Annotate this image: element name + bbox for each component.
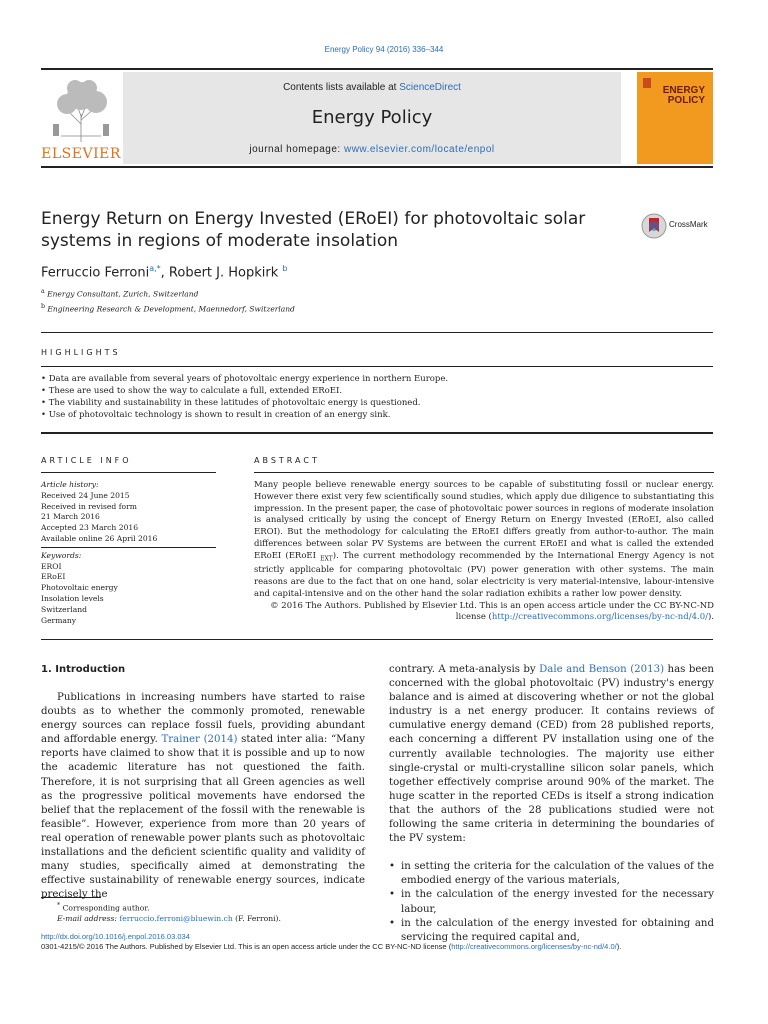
citation-link[interactable]: Dale and Benson (2013) [539, 664, 665, 675]
issn-license-line [41, 942, 721, 951]
keyword[interactable]: Germany [41, 615, 77, 625]
divider [41, 432, 713, 434]
body-text: has been concerned with the global photovoltaic (PV) industry's energy balance and is aimed at discovering whether or not the global industry is a net energy producer. It contains reviews of cumulative energy demand (CED) from 28 published reports, each concerning a different PV installation using one of the currently available technologies. The majority use either single-crystal or multi-crystalline silicon solar panels, which together effectively comprise around 90% of the market. The huge scatter in the reported CEDs is itself a strong indication that the authors of the 28 publications studied were not following the same criteria in determining the boundaries of the PV system: [389, 664, 714, 845]
masthead-info-panel [123, 72, 621, 164]
affiliation-text: Energy Consultant, Zurich, Switzerland [47, 289, 199, 299]
abstract-subscript: EXT [320, 555, 333, 563]
affiliation-a [41, 286, 295, 301]
license-text: © 2016 The Authors. Published by Elsevier Ltd. This is an open access article under the CC BY-NC-ND license ( [270, 600, 714, 623]
corresponding-author-footnote [41, 897, 365, 925]
highlight-item: • Use of photovoltaic technology is shown to result in creation of an energy sink. [41, 410, 391, 420]
crossmark-icon [641, 212, 667, 240]
abstract-body [254, 480, 714, 624]
article-info-heading: ARTICLE INFO [41, 456, 132, 465]
cover-title [663, 86, 705, 106]
keyword[interactable]: EROI [41, 561, 62, 571]
author-affiliation-marker[interactable]: b [282, 264, 288, 273]
affiliation-b [41, 301, 295, 316]
abstract-text-part: Many people believe renewable energy sources to be capable of substituting fossil or nuclear energy. However there exist very few scientifically sound studies, which apply due diligence to substantiating this impression. In the present paper, the case of photovoltaic power sources in regions of moderate insolation is analysed critically by using the concept of Energy Return on Energy Invested (ERoEI, also called EROI). But the methodology for calculating the ERoEI differs greatly from author-to-author. The main differences between solar PV Systems are between the current ERoEI and what is called the extended ERoEI (ERoEI [254, 480, 714, 561]
citation-link[interactable]: Trainer (2014) [161, 734, 238, 746]
email-label: E-mail address: [57, 914, 120, 924]
cover-title-line2: POLICY [667, 95, 705, 106]
highlights-list [41, 373, 713, 421]
footnote-text: Corresponding author. [60, 903, 150, 913]
journal-homepage-link[interactable]: www.elsevier.com/locate/enpol [343, 144, 495, 155]
history-entry: Available online 26 April 2016 [41, 533, 158, 543]
contents-prefix: Contents lists available at [283, 82, 400, 93]
footnote-email [41, 914, 365, 925]
highlight-item: • These are used to show the way to calculate a full, extended ERoEI. [41, 386, 343, 396]
sciencedirect-link[interactable]: ScienceDirect [399, 82, 461, 93]
cover-title-line1: ENERGY [662, 85, 705, 96]
license-link[interactable]: http://creativecommons.org/licenses/by-nc-nd/4.0/ [491, 612, 708, 623]
article-info-box [41, 480, 216, 626]
author-name[interactable]: Robert J. Hopkirk [168, 265, 279, 281]
keywords-label: Keywords: [41, 550, 82, 560]
author-affiliation-marker[interactable]: a,* [149, 264, 161, 273]
body-paragraph [41, 691, 365, 902]
footnote-divider [41, 897, 101, 898]
journal-citation[interactable]: Energy Policy 94 (2016) 336–344 [324, 45, 444, 54]
homepage-label: journal homepage: [249, 144, 344, 155]
author-list [41, 264, 287, 280]
contents-line [123, 82, 621, 93]
bullet-item: • in the calculation of the energy invested for the necessary labour, [389, 888, 714, 916]
bullet-item: • in setting the criteria for the calculation of the values of the embodied energy of the various materials, [389, 860, 714, 888]
publisher-name: ELSEVIER [41, 146, 121, 162]
history-entry: Received 24 June 2015 [41, 490, 130, 500]
article-title-line2: systems in regions of moderate insolation [41, 231, 399, 251]
doi-link[interactable]: http://dx.doi.org/10.1016/j.enpol.2016.03.034 [41, 932, 190, 941]
article-history-label: Article history: [41, 480, 99, 489]
highlights-heading: HIGHLIGHTS [41, 348, 121, 357]
affiliation-marker: b [41, 302, 46, 310]
divider [254, 472, 714, 473]
body-text: stated inter alia: “Many reports have claimed to show that it is possible and up to now the academic literature has not questioned the faith. Therefore, it is not surprising that all Green agencies as well as the progressive political movements have endorsed the belief that the replacement of the fossil with the renewable is feasible”. However, experience from more than 20 years of real operation of renewable power plants such as photovoltaic installations and the deficient scientific quality and validity of many studies, specifically aimed at demonstrating the effective sustainability of renewable energy sources, indicate precisely the [41, 734, 365, 901]
article-title-line1: Energy Return on Energy Invested (ERoEI) for photovoltaic solar [41, 209, 586, 229]
highlight-item: • Data are available from several years of photovoltaic energy experience in northern Europe. [41, 374, 449, 384]
elsevier-tree-logo-icon [41, 74, 121, 166]
issn-suffix: ). [616, 942, 622, 951]
journal-cover-thumbnail [637, 72, 713, 164]
abstract-text [254, 480, 714, 601]
body-text: contrary. A meta-analysis by [389, 664, 540, 675]
divider [41, 472, 216, 473]
body-column-right [389, 663, 714, 945]
history-entry: Accepted 23 March 2016 [41, 523, 139, 533]
email-link[interactable]: ferruccio.ferroni@bluewin.ch [119, 914, 233, 924]
body-paragraph [389, 663, 714, 846]
affiliation-text: Engineering Research & Development, Maennedorf, Switzerland [47, 304, 295, 313]
affiliations [41, 286, 295, 315]
keyword[interactable]: ERoEI [41, 572, 66, 582]
footnote-mark: * [57, 902, 61, 909]
crossmark-label: CrossMark [669, 220, 708, 229]
bullet-item: • in the calculation of the energy invested for obtaining and servicing the required capital and, [389, 917, 714, 945]
divider [41, 366, 713, 367]
crossmark-badge[interactable] [641, 212, 731, 240]
cover-mark-icon [643, 78, 651, 88]
footnote-corr [41, 901, 365, 914]
divider [41, 639, 713, 640]
body-column-left [41, 663, 365, 902]
divider [41, 332, 713, 333]
body-text: Publications in increasing numbers have started to raise doubts as to whether the commonly promoted, renewable energy sources can replace fossil fuels, providing abundant and affordable energy. [41, 692, 365, 746]
issn-text: 0301-4215/© 2016 The Authors. Published by Elsevier Ltd. This is an open access article under the CC BY-NC-ND license ( [41, 942, 452, 951]
affiliation-marker: a [41, 288, 45, 295]
abstract-license [254, 601, 714, 625]
license-link[interactable]: http://creativecommons.org/licenses/by-nc-nd/4.0/ [451, 942, 617, 951]
abstract-text-part: ). The current methodology recommended by the International Energy Agency is not strictly applicable for comparing photovoltaic (PV) power generation with other systems. The main reasons are due to the fact that on one hand, solar electricity is very material-intensive, labour-intensive and capital-intensive and on the other hand the solar radiation exhibits a rather low power density. [254, 550, 714, 599]
article-title [41, 208, 601, 252]
journal-name: Energy Policy [311, 107, 433, 128]
homepage-line [123, 144, 621, 155]
email-suffix: (F. Ferroni). [232, 914, 281, 924]
license-suffix: ). [707, 612, 714, 623]
author-separator: , [160, 265, 169, 281]
highlight-item: • The viability and sustainability in these latitudes of photovoltaic energy is questioned. [41, 398, 421, 408]
keyword[interactable]: Insolation levels [41, 593, 104, 603]
history-entry: 21 March 2016 [41, 512, 100, 522]
divider [41, 547, 216, 548]
abstract-heading: ABSTRACT [254, 456, 320, 465]
keyword[interactable]: Switzerland [41, 604, 88, 614]
author-name[interactable]: Ferruccio Ferroni [41, 265, 150, 281]
section-heading: 1. Introduction [41, 664, 126, 675]
journal-masthead [41, 68, 713, 168]
history-entry: Received in revised form [41, 501, 137, 511]
bullet-list [389, 860, 714, 945]
keyword[interactable]: Photovoltaic energy [41, 583, 118, 593]
